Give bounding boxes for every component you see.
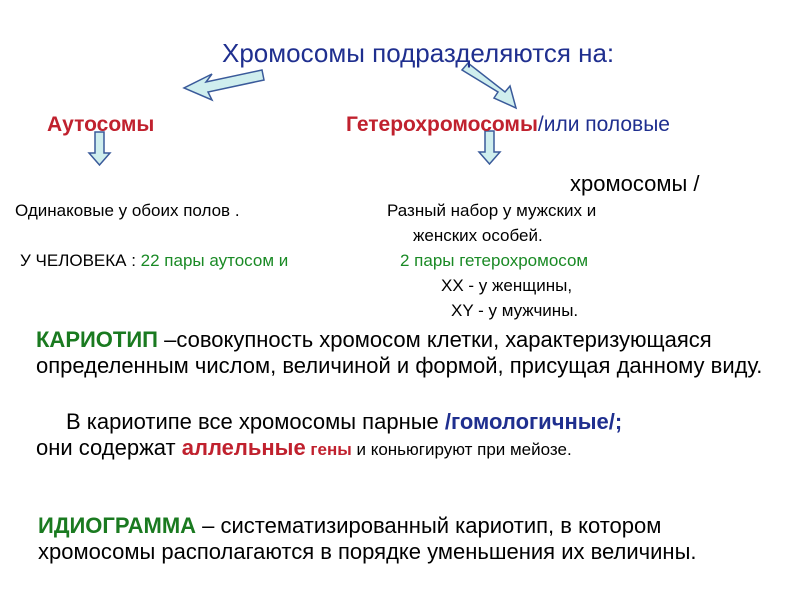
paired-text-3: и коньюгируют при мейозе. bbox=[351, 440, 572, 459]
hetero-desc-1: Разный набор у мужских и bbox=[387, 201, 597, 220]
autosomes-desc: Одинаковые у обоих полов . bbox=[15, 201, 240, 220]
xx-line: ХХ - у женщины, bbox=[441, 276, 573, 295]
heterochromosomes-heading bbox=[346, 113, 670, 137]
arrow-left-icon bbox=[184, 70, 264, 100]
xy-line: ХY - у мужчины. bbox=[451, 301, 579, 320]
page-title: Хромосомы подразделяются на: bbox=[222, 38, 615, 68]
karyotype-definition: –совокупность хромосом клетки, характеризующаяся определенным числом, величиной и формой, присущая данному виду. bbox=[36, 327, 763, 378]
sex-chromosomes-label: /или половые bbox=[537, 113, 670, 136]
human-autosomes: 22 пары аутосом и bbox=[140, 251, 289, 270]
idiogram-definition: – систематизированный кариотип, в котором хромосомы располагаются в порядке уменьшения их величины. bbox=[38, 513, 697, 564]
human-label: У ЧЕЛОВЕКА : bbox=[20, 251, 136, 270]
karyotype-paragraph bbox=[36, 327, 776, 379]
human-heterochromosomes: 2 пары гетерохромосом bbox=[400, 251, 589, 270]
allelic-term: аллельные bbox=[181, 435, 306, 460]
arrow-right-icon bbox=[462, 63, 516, 108]
paired-paragraph bbox=[36, 409, 776, 463]
paired-text-1: В кариотипе все хромосомы парные bbox=[66, 409, 445, 434]
idiogram-paragraph bbox=[38, 513, 758, 565]
autosomes-heading: Аутосомы bbox=[47, 113, 155, 136]
genes-term: гены bbox=[305, 440, 352, 459]
homologous-term: /гомологичные/; bbox=[444, 409, 623, 434]
sex-chromosomes-label-2: хромосомы / bbox=[570, 171, 700, 196]
human-line bbox=[20, 251, 288, 271]
idiogram-term: ИДИОГРАММА bbox=[38, 513, 197, 538]
hetero-desc-2: женских особей. bbox=[413, 226, 543, 245]
heterochromosomes-term: Гетерохромосомы bbox=[346, 113, 538, 136]
paired-text-2: они содержат bbox=[36, 435, 182, 460]
karyotype-term: КАРИОТИП bbox=[36, 327, 158, 352]
